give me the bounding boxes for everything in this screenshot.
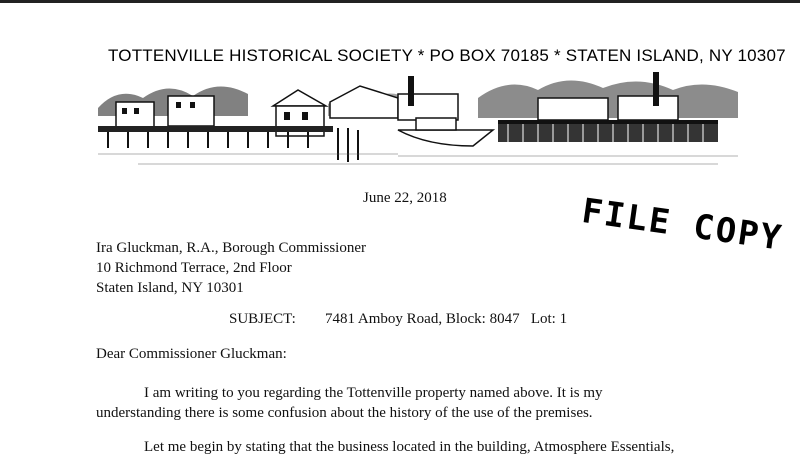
recipient-street: 10 Richmond Terrace, 2nd Floor	[96, 260, 292, 276]
body-paragraph-2-line-1	[96, 437, 736, 457]
salutation: Dear Commissioner Gluckman:	[96, 346, 287, 362]
recipient-name: Ira Gluckman, R.A., Borough Commissioner	[96, 240, 366, 256]
letter-date: June 22, 2018	[363, 190, 447, 206]
subject-value: 7481 Amboy Road, Block: 8047 Lot: 1	[325, 311, 568, 327]
recipient-city: Staten Island, NY 10301	[96, 280, 244, 296]
file-copy-stamp: FILE COPY	[579, 191, 786, 259]
letterhead-title: TOTTENVILLE HISTORICAL SOCIETY * PO BOX 70185 * STATEN ISLAND, NY 10307	[108, 46, 786, 65]
body-text: I am writing to you regarding the Tottenville property named above. It is my	[144, 385, 603, 401]
harbor-illustration	[98, 68, 738, 176]
body-paragraph-1-line-1	[96, 383, 736, 403]
body-paragraph-1-line-2: understanding there is some confusion about the history of the use of the premises.	[96, 405, 593, 421]
body-text: Let me begin by stating that the business located in the building, Atmosphere Essentials,	[144, 439, 675, 455]
top-border	[0, 0, 800, 3]
subject-label: SUBJECT:	[229, 311, 296, 327]
